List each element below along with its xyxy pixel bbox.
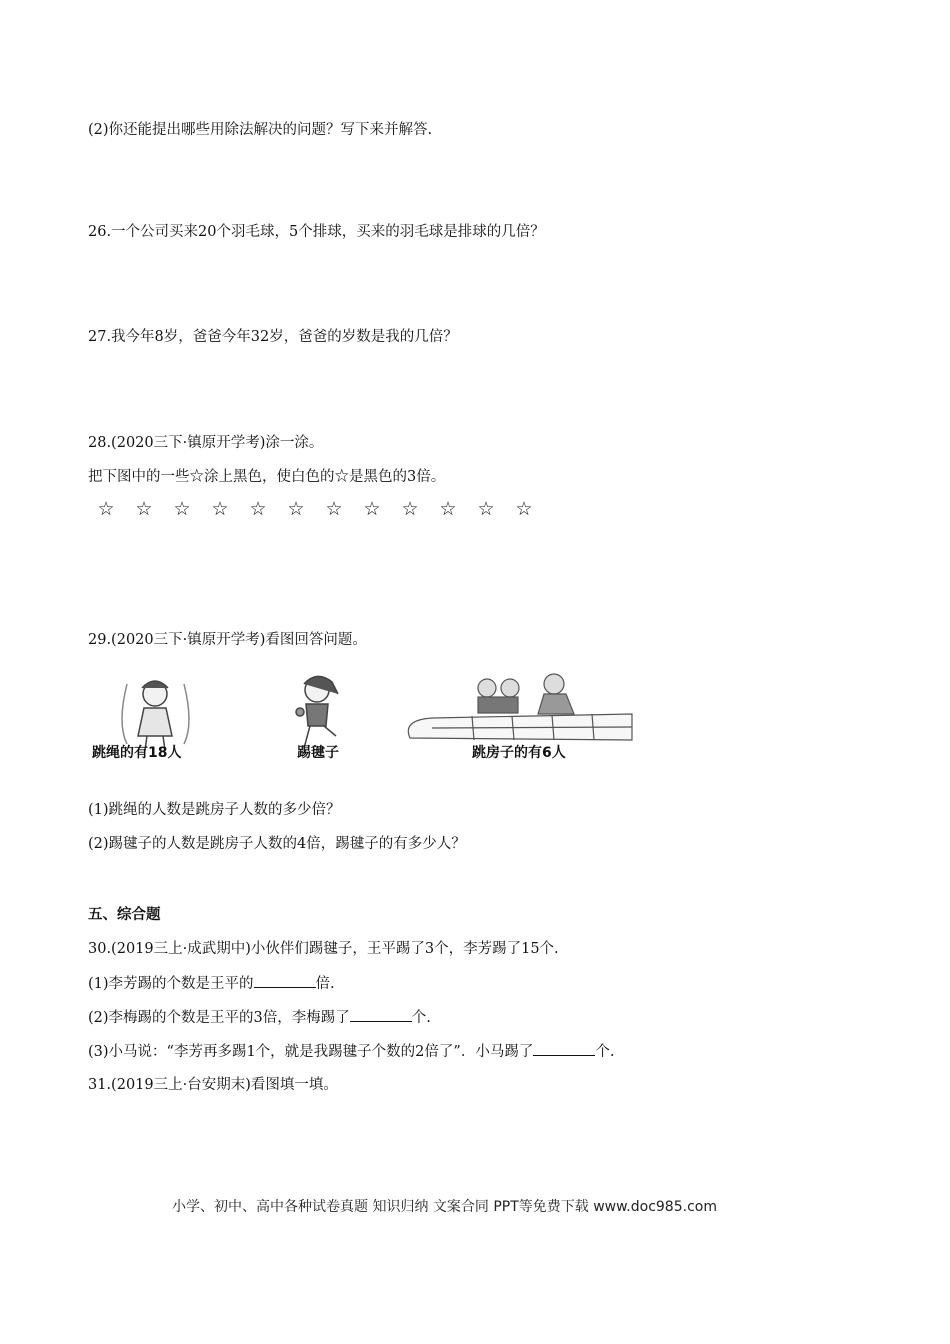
star-icon: ☆	[211, 498, 229, 520]
answer-blank[interactable]	[533, 1041, 595, 1056]
star-icon: ☆	[401, 498, 419, 520]
star-icon: ☆	[135, 498, 153, 520]
question-30-sub2-text: (2)李梅踢的个数是王平的3倍，李梅踢了	[88, 1010, 350, 1026]
answer-blank[interactable]	[254, 973, 316, 988]
question-30-sub1	[88, 973, 335, 994]
star-icon: ☆	[439, 498, 457, 520]
footer-ad: 小学、初中、高中各种试卷真题 知识归纳 文案合同 PPT等免费下载 www.doc985.com	[172, 1199, 717, 1215]
question-30-sub2-suffix: 个.	[411, 1010, 431, 1026]
question-28-title: 28.(2020三下·镇原开学考)涂一涂。	[88, 435, 324, 451]
star-icon: ☆	[477, 498, 495, 520]
question-30-title: 30.(2019三上·成武期中)小伙伴们踢毽子，王平踢了3个，李芳踢了15个.	[88, 941, 559, 957]
question-30-sub3	[88, 1041, 614, 1062]
question-25-part-2: (2)你还能提出哪些用除法解决的问题？写下来并解答.	[88, 122, 433, 138]
star-icon: ☆	[325, 498, 343, 520]
question-29-title: 29.(2020三下·镇原开学考)看图回答问题。	[88, 632, 367, 648]
star-icon: ☆	[363, 498, 381, 520]
jump-rope-girl-icon	[122, 681, 189, 750]
caption-jump-rope: 跳绳的有18人	[92, 745, 182, 761]
question-29-sub1: (1)跳绳的人数是跳房子人数的多少倍？	[88, 802, 341, 818]
shuttlecock-kicking-child-icon	[296, 676, 338, 748]
answer-blank[interactable]	[350, 1007, 412, 1022]
star-icon: ☆	[173, 498, 191, 520]
question-31: 31.(2019三上·台安期末)看图填一填。	[88, 1077, 338, 1093]
star-row	[96, 498, 534, 520]
caption-hopscotch: 跳房子的有6人	[472, 745, 566, 761]
question-26: 26.一个公司买来20个羽毛球，5个排球，买来的羽毛球是排球的几倍？	[88, 224, 545, 240]
activity-illustration	[92, 664, 640, 764]
question-30-sub3-text: (3)小马说：“李芳再多踢1个，就是我踢毽子个数的2倍了”．小马踢了	[88, 1044, 534, 1060]
question-29-sub2: (2)踢毽子的人数是跳房子人数的4倍，踢毽子的有多少人？	[88, 836, 466, 852]
hopscotch-icon	[408, 674, 632, 740]
question-30-sub1-text: (1)李芳踢的个数是王平的	[88, 976, 254, 992]
star-icon: ☆	[287, 498, 305, 520]
question-30-sub3-suffix: 个.	[595, 1044, 615, 1060]
section-heading: 五、综合题	[88, 906, 161, 923]
star-icon: ☆	[249, 498, 267, 520]
question-30-sub1-suffix: 倍.	[315, 976, 335, 992]
question-27: 27.我今年8岁，爸爸今年32岁，爸爸的岁数是我的几倍？	[88, 329, 458, 345]
star-icon: ☆	[515, 498, 533, 520]
question-30-sub2	[88, 1007, 431, 1028]
question-28-instruction: 把下图中的一些☆涂上黑色，使白色的☆是黑色的3倍。	[88, 469, 446, 485]
caption-shuttlecock: 踢毽子	[297, 745, 339, 761]
star-icon: ☆	[97, 498, 115, 520]
